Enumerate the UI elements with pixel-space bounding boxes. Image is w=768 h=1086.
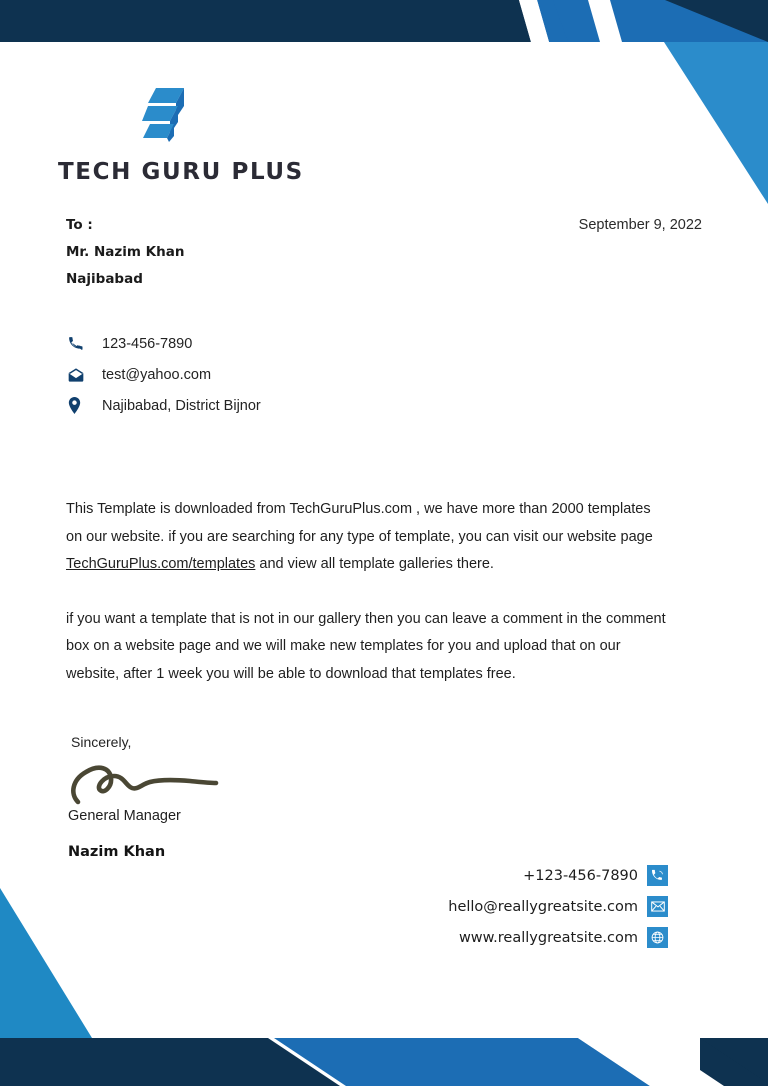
to-label: To : (66, 217, 93, 233)
contact-row-email (68, 359, 261, 390)
bottom-navy-left-band (0, 1038, 340, 1086)
globe-icon[interactable] (647, 927, 668, 948)
envelope-icon[interactable] (647, 896, 668, 917)
footer-contact-value: www.reallygreatsite.com (458, 929, 638, 946)
brand-logo-block (58, 84, 304, 185)
contact-value: Najibabad, District Bijnor (102, 397, 261, 414)
contact-row-address (68, 390, 261, 421)
bottom-navy-right-fill (700, 1038, 768, 1086)
signature-block (68, 734, 368, 860)
top-blue-wedge (553, 0, 768, 42)
top-white-slash-2 (588, 0, 622, 42)
footer-contact-list (328, 860, 668, 953)
bottom-white-slash-2 (628, 1038, 724, 1086)
bottom-white-slash-1 (578, 1038, 672, 1086)
top-blue-parallelogram (537, 0, 612, 42)
footer-contact-email (328, 891, 668, 922)
top-right-light-triangle (664, 42, 768, 204)
paragraph-1-text-after: and view all template galleries there. (255, 556, 494, 572)
envelope-icon (68, 368, 94, 382)
paragraph-1-text-before: This Template is downloaded from TechGuruPlus.com , we have more than 2000 templates on our website. if you are searching for any type of template, you can visit our website page (66, 501, 653, 545)
recipient-city: Najibabad (66, 271, 143, 287)
bottom-left-light-triangle (0, 888, 92, 1038)
paragraph-1 (66, 496, 666, 579)
bottom-navy-right-slant (700, 1038, 768, 1086)
stylized-s-mark (136, 84, 198, 146)
top-navy-band (0, 0, 531, 42)
location-pin-icon (68, 397, 94, 414)
contact-value: 123-456-7890 (102, 335, 193, 352)
signer-role: General Manager (68, 808, 181, 824)
address-date-row (66, 212, 702, 293)
contact-row-phone (68, 328, 261, 359)
bottom-navy-right-block (700, 1038, 768, 1086)
recipient-name: Mr. Nazim Khan (66, 244, 185, 260)
top-navy-right-block (600, 0, 768, 42)
letter-body (66, 496, 666, 688)
footer-contact-value: +123-456-7890 (523, 867, 638, 884)
bottom-navy-right-band (700, 1038, 768, 1086)
top-white-slash-1 (519, 0, 549, 42)
brand-name: TECH GURU PLUS (58, 159, 304, 185)
letter-date: September 9, 2022 (578, 217, 702, 233)
contact-value: test@yahoo.com (102, 366, 212, 383)
closing-salutation: Sincerely, (71, 734, 132, 750)
signer-name: Nazim Khan (68, 844, 166, 860)
templates-link[interactable]: TechGuruPlus.com/templates (66, 556, 256, 572)
recipient-block (66, 212, 184, 293)
phone-icon (68, 336, 94, 351)
handwritten-signature (66, 754, 246, 806)
bottom-blue-wedge (274, 1038, 650, 1086)
contact-list (68, 328, 261, 421)
footer-contact-value: hello@reallygreatsite.com (448, 898, 638, 915)
footer-contact-phone (328, 860, 668, 891)
paragraph-2: if you want a template that is not in our gallery then you can leave a comment in the comment box on a website page and we will make new templates for you and upload that on our website, after 1 week you will be able to download that templates free. (66, 610, 666, 682)
phone-icon[interactable] (647, 865, 668, 886)
footer-contact-website (328, 922, 668, 953)
